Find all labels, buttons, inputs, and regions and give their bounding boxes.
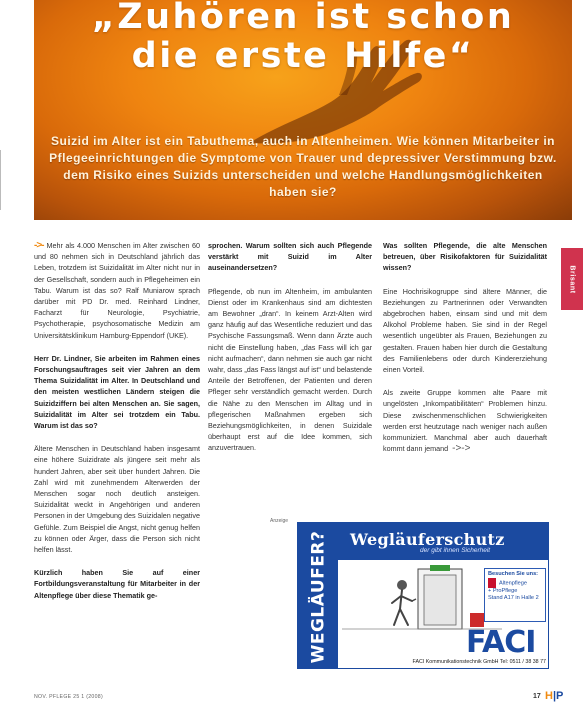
ad-label: Anzeige: [270, 518, 289, 524]
issue-info: NOV. PFLEGE 25 1 (2008): [34, 694, 103, 700]
title-line-2: die erste Hilfe“: [131, 36, 475, 76]
interview-question: Kürzlich haben Sie auf einer Fortbildungsveranstaltung für Mitarbeiter in der Altenpflege über diese Thematik ge-: [34, 568, 200, 600]
title-line-1: „Zuhören ist schon: [91, 0, 515, 37]
ad-side-panel: [298, 523, 338, 669]
trade-fair-heading: Besuchen Sie uns:: [488, 571, 539, 577]
fair-logo-icon: [488, 578, 496, 588]
article-column-3: [383, 240, 547, 454]
article-column-1: [34, 240, 200, 601]
paragraph: Eine Hochrisikogruppe sind ältere Männer, die Beziehungen zu Partnerinnen oder Verwandten abgebrochen haben, einsam sind und mit dem Alkohol Probleme haben. Sie sind in der Regel wesentlich ungeübter als Frauen, Beziehungen zu gestalten. Frauen haben hier durch die Gestaltung des Familienlebens oder durch Kindererziehung einen Vorteil.: [383, 286, 547, 375]
interview-question: Was sollten Pflegende, die alte Menschen betreuen, über Risikofaktoren für Suizidalität wissen?: [383, 241, 547, 273]
article-subtitle: Suizid im Alter ist ein Tabuthema, auch in Altenheimen. Wie können Mitarbeiter in Pflegeeinrichtungen die Symptome von Trauer und depressiver Verstimmung bzw. dem Risiko eines Suizids unterscheiden und welche Handlungsmöglichkeiten haben sie?: [49, 134, 557, 199]
margin-line: [0, 150, 1, 210]
paragraph: Als zweite Gruppe kommen alte Paare mit ungelösten „Inkompatibilitäten“ Problemen hinzu. Diese zwischenmenschlichen Schwierigkeiten werden erst heutzutage nach weniger nach außen kommuniziert. Manchmal aber auch dauerhaft kommt dann jemand ->->: [383, 388, 547, 455]
page-number: 17: [533, 693, 541, 700]
section-tab-label: Brisant: [568, 264, 576, 294]
ad-tagline: der gibt ihnen Sicherheit: [420, 547, 491, 554]
continue-arrow-icon: ->->: [452, 443, 471, 455]
exit-door-illustration: [342, 563, 502, 631]
intro-arrow-icon: ->-: [34, 240, 44, 251]
paragraph: Ältere Menschen in Deutschland haben insgesamt eine höhere Suizidrate als jüngere seit mehr als hundert Jahren, aber seit über hundert Jahren. Die Zahl wird mit zunehmendem Alterwerden der Menschen sogar noch deutlich ansteigen. Suizidalität weckt in Angehörigen und anderen Personen in der Umgebung des Suizidalen negative Gefühle. Zum Beispiel die Angst, nicht genug helfen zu können oder Ärger, dass die Person sich nicht helfen lässt.: [34, 444, 200, 555]
ad-side-text: WEGLÄUFER?: [308, 530, 329, 663]
magazine-logo: H|P: [545, 690, 564, 702]
ad-contact-line: FACI Kommunikationstechnik GmbH Tel: 0511 / 38 38 77: [412, 659, 546, 665]
article-column-2: [208, 240, 372, 454]
paragraph: ->- Mehr als 4.000 Menschen im Alter zwischen 60 und 80 nehmen sich in Deutschland jährlich das Leben, trotzdem ist Suizidalität im Alter nicht nur in der Gesellschaft, sondern auch in Pflegeheimen ein Tabu. Warum ist das so? Ralf Muniarow sprach darüber mit PD Dr. med. Reinhard Lindner, Facharzt für Neurologie, Psychiatrie, Psychotherapie, psychosomatische Medizin am Universitätsklinikum Hamburg-Eppendorf (UKE).: [34, 240, 200, 340]
hero-banner: [34, 0, 572, 220]
advertisement[interactable]: [297, 522, 549, 669]
article-title: [34, 0, 572, 76]
trade-fair-box: Besuchen Sie uns: Altenpflege + ProPflege Stand A17 in Halle 2: [484, 568, 546, 622]
ad-headline: Wegläuferschutz: [350, 530, 505, 549]
paragraph: Pflegende, ob nun im Altenheim, im ambulanten Dienst oder im Krankenhaus sind am dichtesten am Bewohner „dran“. In keinem Arzt-Alten wird ganz häufig auf das Wesentliche reduziert und das Psychische Fassungsmaß. Wenn dann Ärzte auch nicht die Einstellung haben, „das Fass will ich gar nicht aufmachen“, dann nehmen sie auch gar nicht wahr, dass „das Fass längst auf ist“ und belastende Anteile der Betroffenen, der Patienten und deren Pfleger sehr verständlich gemacht werden. Durch die Nähe zu den Menschen im Alltag und in pflegerischen Maßnahmen ergeben sich Beziehungsmöglichkeiten, in denen Suizidale überhaupt erst auf die Idee kommen, sich anzuvertrauen.: [208, 286, 372, 453]
section-tab: [561, 248, 583, 310]
interview-question: Herr Dr. Lindner, Sie arbeiten im Rahmen eines Forschungsauftrages seit vier Jahren an dem Thema Suizidalität im Alter. In Deutschland und den meisten westlichen Ländern steigen die Suizidziffern bei alten Menschen an. Sie sagen, Suizidalität im Alter sei trotzdem ein Tabu. Warum ist das so?: [34, 353, 200, 431]
brand-logo: FACI: [466, 625, 536, 660]
interview-question: sprochen. Warum sollten sich auch Pflegende verstärkt mit Suizid im Alter auseinandersetzen?: [208, 241, 372, 273]
